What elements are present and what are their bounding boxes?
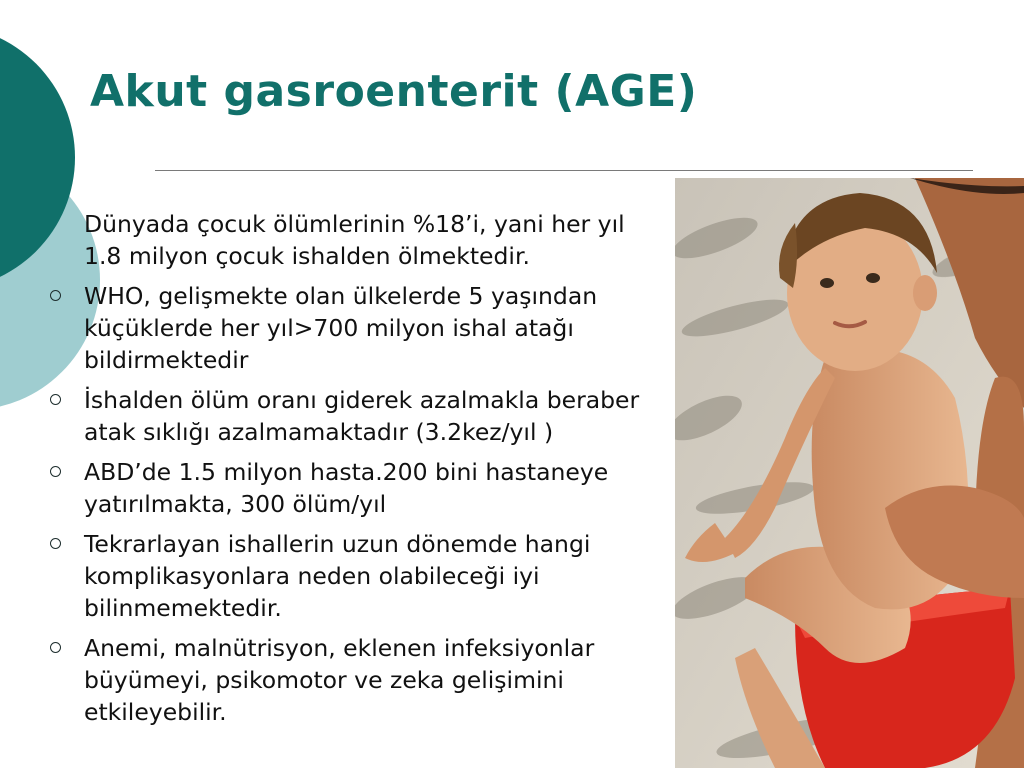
circle-bullet-icon bbox=[48, 528, 84, 549]
bullet-item bbox=[48, 456, 660, 520]
bullet-text: Tekrarlayan ishallerin uzun dönemde hangi komplikasyonlara neden olabileceği iyi bilinmemektedir. bbox=[84, 530, 591, 622]
title-divider bbox=[155, 170, 973, 171]
circle-bullet-icon bbox=[48, 280, 84, 301]
photo-illustration bbox=[675, 178, 1024, 768]
bullet-item bbox=[48, 528, 660, 624]
circle-bullet-icon bbox=[48, 384, 84, 405]
bullet-text: Dünyada çocuk ölümlerinin %18’i, yani her yıl 1.8 milyon çocuk ishalden ölmektedir. bbox=[84, 210, 625, 270]
bullet-item bbox=[48, 280, 660, 376]
bullet-marker-hidden bbox=[48, 208, 84, 229]
circle-bullet-icon bbox=[48, 632, 84, 653]
bullet-item bbox=[48, 208, 660, 272]
bullet-item bbox=[48, 384, 660, 448]
child-on-potty-photo bbox=[675, 178, 1024, 768]
slide-title: Akut gasroenterit (AGE) bbox=[90, 66, 698, 117]
bullet-text: WHO, gelişmekte olan ülkelerde 5 yaşından küçüklerde her yıl>700 milyon ishal atağı bildirmektedir bbox=[84, 282, 598, 374]
bullet-text: ABD’de 1.5 milyon hasta.200 bini hastaneye yatırılmakta, 300 ölüm/yıl bbox=[84, 458, 609, 518]
circle-bullet-icon bbox=[48, 456, 84, 477]
bullet-item bbox=[48, 632, 660, 728]
bullet-text: İshalden ölüm oranı giderek azalmakla beraber atak sıklığı azalmamaktadır (3.2kez/yıl ) bbox=[84, 386, 640, 446]
bullet-text: Anemi, malnütrisyon, eklenen infeksiyonlar büyümeyi, psikomotor ve zeka gelişimini etkileyebilir. bbox=[84, 634, 595, 726]
bullet-list bbox=[48, 208, 660, 736]
